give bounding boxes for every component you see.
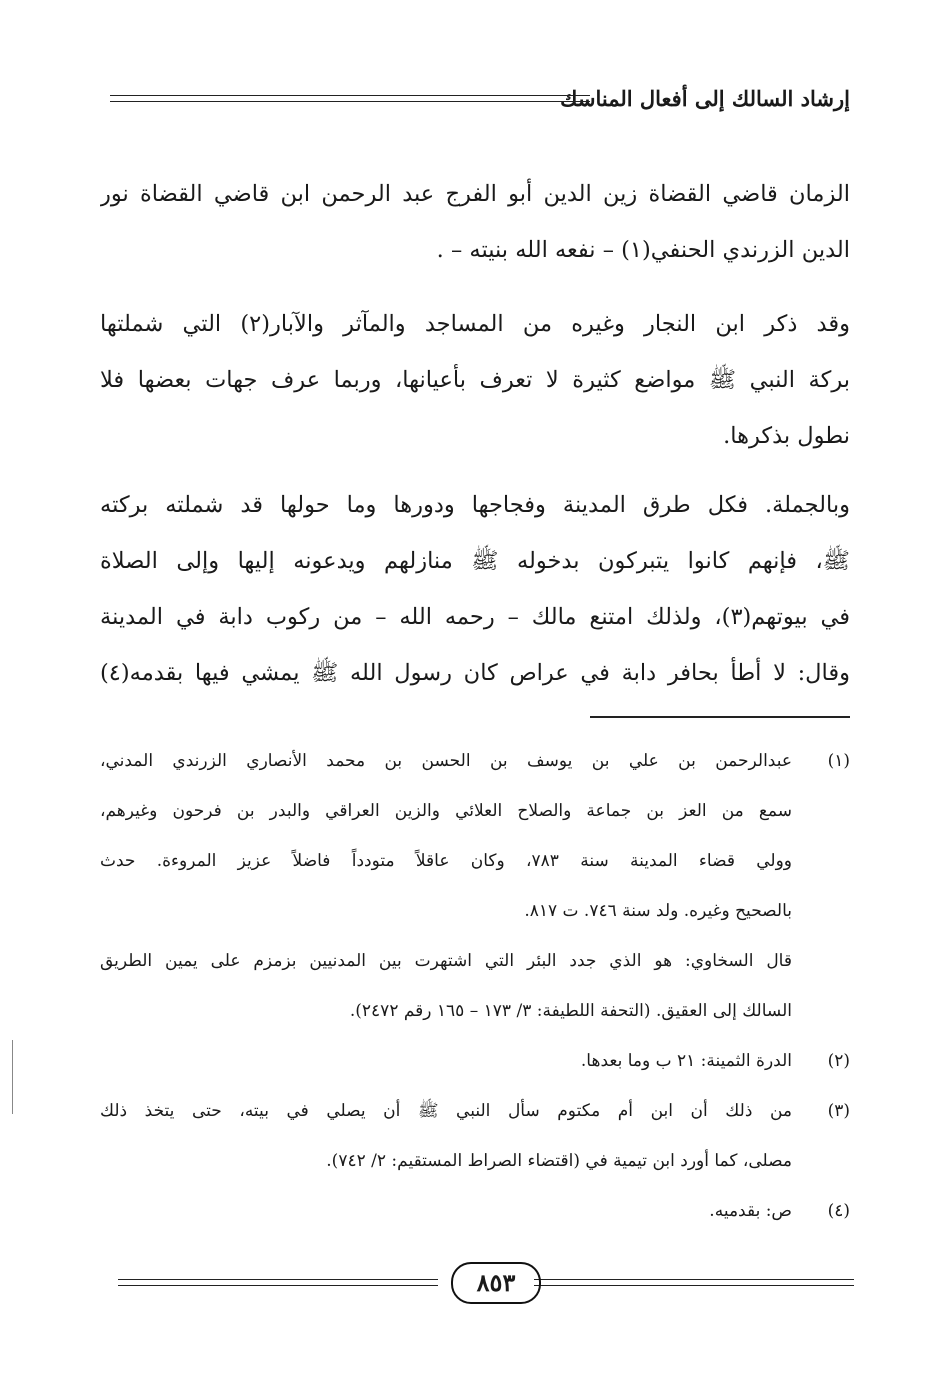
footer-rule-left (118, 1279, 438, 1286)
footnote-line: من ذلك أن ابن أم مكتوم سأل النبي ﷺ أن يصلي في بيته، حتى يتخذ ذلك (100, 1101, 792, 1121)
text-line: ﷺ، فإنهم كانوا يتبركون بدخوله ﷺ منازلهم ويدعونه إليها وإلى الصلاة (100, 548, 850, 574)
text-line: وقال: لا أطأ بحافر دابة في عراص كان رسول الله ﷺ يمشي فيها بقدمه(٤) (100, 660, 850, 686)
book-title: إرشاد السالك إلى أفعال المناسك (560, 86, 850, 111)
footnote-line: الدرة الثمينة: ٢١ ب وما بعدها. (580, 1051, 792, 1071)
footer-rule-right (534, 1279, 854, 1286)
text-line: الزمان قاضي القضاة زين الدين أبو الفرج عبد الرحمن ابن قاضي القضاة نور (100, 181, 850, 207)
text-line: نطول بذكرها. (723, 423, 850, 449)
running-header (110, 84, 850, 118)
paragraph-2 (100, 296, 850, 464)
scan-margin-mark (12, 1040, 13, 1114)
footnote-line: قال السخاوي: هو الذي جدد البئر التي اشتهرت بين المدنيين بزمزم على يمين الطريق (100, 951, 792, 971)
text-line: في بيوتهم(٣)، ولذلك امتنع مالك – رحمه الله – من ركوب دابة في المدينة (100, 604, 850, 630)
text-line: الدين الزرندي الحنفي(١) – نفعه الله بنيته – . (436, 237, 850, 263)
paragraph-3 (100, 477, 850, 701)
footnote-line: ص: بقدميه. (709, 1201, 792, 1221)
header-double-rule (110, 95, 590, 102)
footnote-separator (590, 716, 850, 718)
footnote-number: (٤) (827, 1201, 850, 1221)
text-line: وقد ذكر ابن النجار وغيره من المساجد والمآثر والآبار(٢) التي شملتها (100, 311, 850, 337)
page-footer (118, 1262, 854, 1306)
footnote-line: عبدالرحمن بن علي بن يوسف بن الحسن بن محمد الأنصاري الزرندي المدني، (100, 751, 792, 771)
footnote-1 (100, 736, 850, 1036)
footnote-line: السالك إلى العقيق. (التحفة اللطيفة: ٣/ ١٧٣ – ١٦٥ رقم ٢٤٧٢). (349, 1001, 792, 1021)
footnotes (100, 736, 850, 1236)
footnote-line: وولي قضاء المدينة سنة ٧٨٣، وكان عاقلاً متودداً فاضلاً عزيز المروءة. حدث (100, 851, 792, 871)
text-line: بركة النبي ﷺ مواضع كثيرة لا تعرف بأعيانها، وربما عرف جهات بعضها فلا (100, 367, 850, 393)
footnote-number: (١) (827, 751, 850, 771)
footnote-line: بالصحيح وغيره. ولد سنة ٧٤٦. ت ٨١٧. (524, 901, 792, 921)
footnote-3 (100, 1086, 850, 1186)
footnote-2 (100, 1036, 850, 1086)
text-line: وبالجملة. فكل طرق المدينة وفجاجها ودورها وما حولها قد شملته بركته (100, 492, 850, 518)
footnote-line: سمع من العز بن جماعة والصلاح العلائي والزين العراقي والبدر بن فرحون وغيرهم، (100, 801, 792, 821)
footnote-4 (100, 1186, 850, 1236)
footnote-number: (٣) (827, 1101, 850, 1121)
footnote-number: (٢) (827, 1051, 850, 1071)
paragraph-1 (100, 166, 850, 278)
page-number: ٨٥٣ (451, 1262, 541, 1304)
footnote-line: مصلى، كما أورد ابن تيمية في (اقتضاء الصراط المستقيم: ٢/ ٧٤٢). (326, 1151, 792, 1171)
